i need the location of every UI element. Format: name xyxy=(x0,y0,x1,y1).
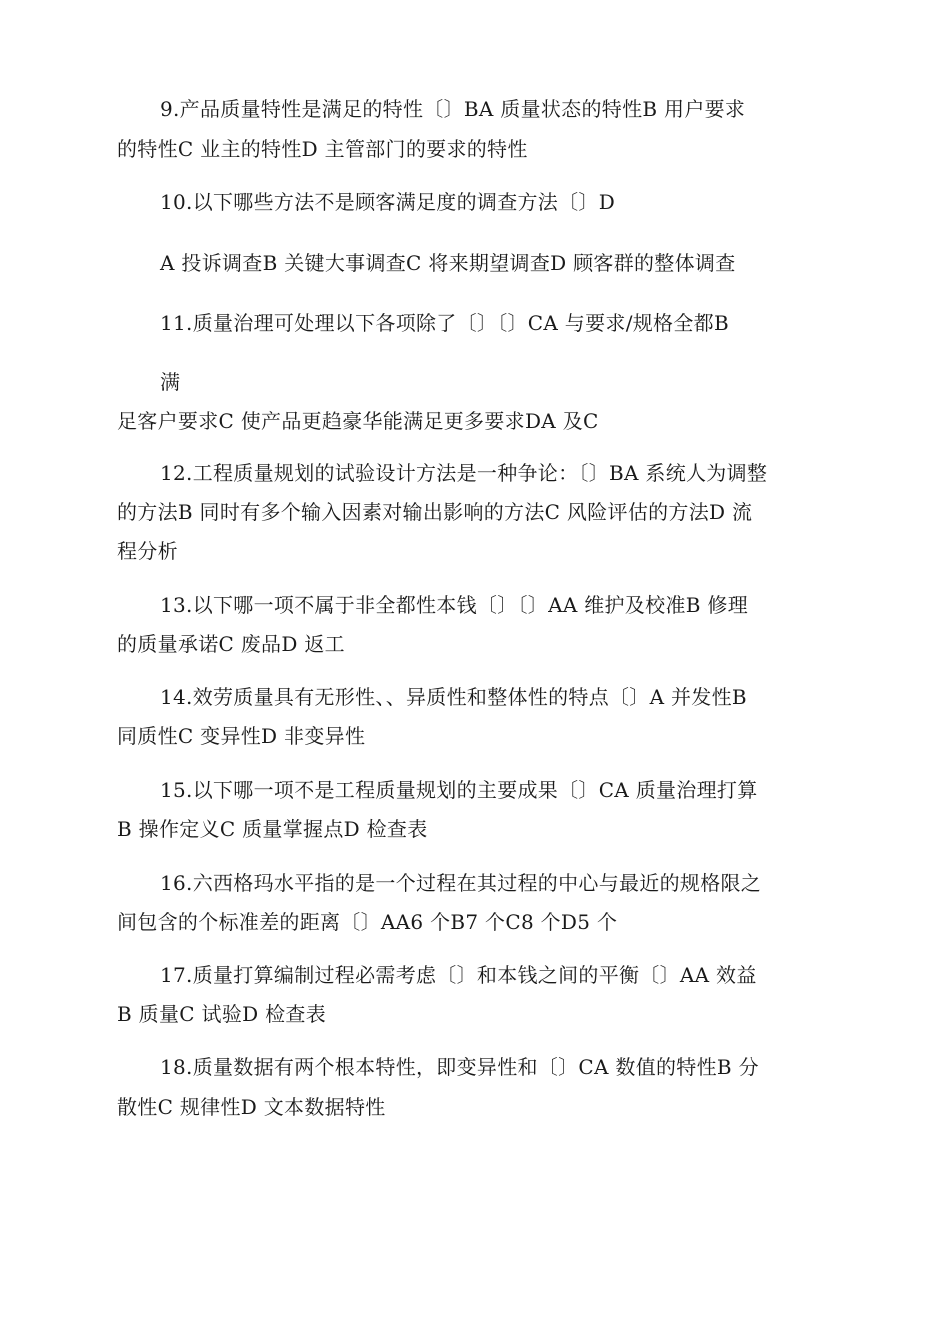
question-17-line-1: 17.质量打算编制过程必需考虑〔〕和本钱之间的平衡〔〕AA 效益 xyxy=(160,963,757,987)
question-17-line-2: B 质量C 试验D 检查表 xyxy=(117,1002,327,1026)
question-15-line-1: 15.以下哪一项不是工程质量规划的主要成果〔〕CA 质量治理打算 xyxy=(160,778,758,802)
question-12-line-1: 12.工程质量规划的试验设计方法是一种争论：〔〕BA 系统人为调整 xyxy=(160,461,768,485)
question-18-line-1: 18.质量数据有两个根本特性，即变异性和〔〕CA 数值的特性B 分 xyxy=(160,1055,759,1079)
question-10-line-1: 10.以下哪些方法不是顾客满足度的调查方法〔〕D xyxy=(160,190,616,214)
question-16-line-2: 间包含的个标准差的距离〔〕AA6 个B7 个C8 个D5 个 xyxy=(117,910,618,934)
question-13-line-2: 的质量承诺C 废品D 返工 xyxy=(117,632,345,656)
question-16-line-1: 16.六西格玛水平指的是一个过程在其过程的中心与最近的规格限之 xyxy=(160,871,762,895)
question-18-line-2: 散性C 规律性D 文本数据特性 xyxy=(117,1095,386,1119)
question-12-line-3: 程分析 xyxy=(117,539,178,563)
question-11-line-2: 满 xyxy=(160,370,181,394)
question-14-line-1: 14.效劳质量具有无形性、、异质性和整体性的特点〔〕A 并发性B xyxy=(160,685,747,709)
question-13-line-1: 13.以下哪一项不属于非全都性本钱〔〕〔〕AA 维护及校准B 修理 xyxy=(160,593,749,617)
question-10-line-2: A 投诉调查B 关键大事调查C 将来期望调查D 顾客群的整体调查 xyxy=(160,251,736,275)
question-12-line-2: 的方法B 同时有多个输入因素对输出影响的方法C 风险评估的方法D 流 xyxy=(117,500,753,524)
question-15-line-2: B 操作定义C 质量掌握点D 检查表 xyxy=(117,817,428,841)
question-14-line-2: 同质性C 变异性D 非变异性 xyxy=(117,724,366,748)
question-9-line-2: 的特性C 业主的特性D 主管部门的要求的特性 xyxy=(117,137,528,161)
question-11-line-3: 足客户要求C 使产品更趋豪华能满足更多要求DA 及C xyxy=(117,409,599,433)
question-9-line-1: 9.产品质量特性是满足的特性〔〕BA 质量状态的特性B 用户要求 xyxy=(160,97,746,121)
question-11-line-1: 11.质量治理可处理以下各项除了〔〕〔〕CA 与要求/规格全都B xyxy=(160,311,729,335)
